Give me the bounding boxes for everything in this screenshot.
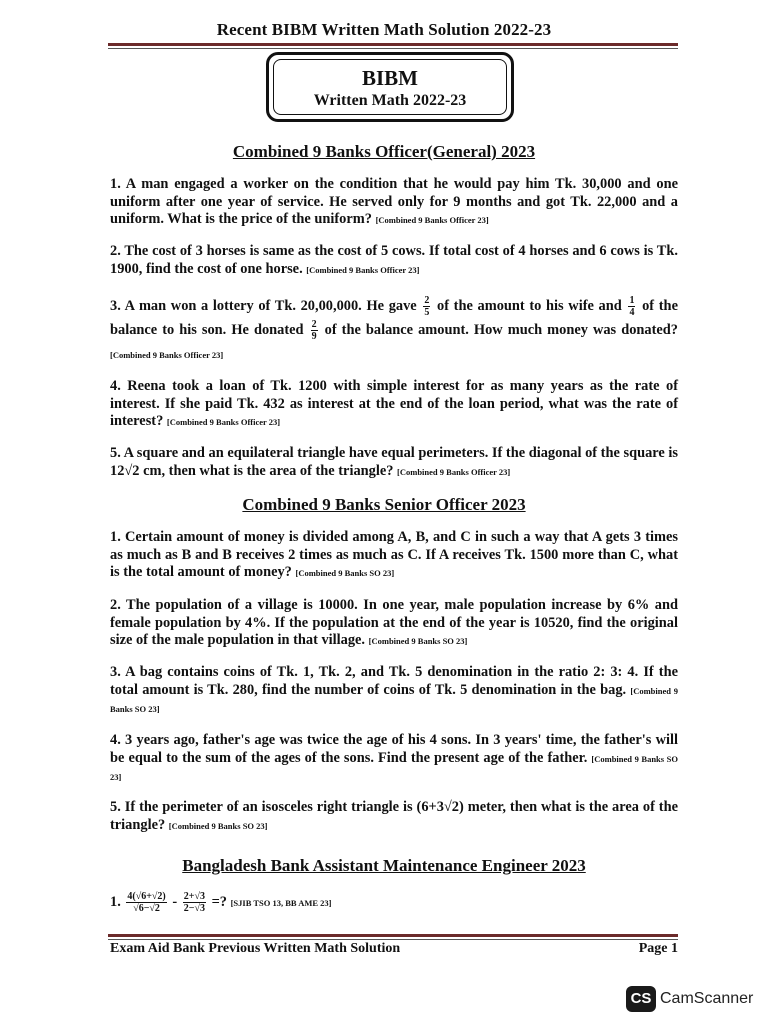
question-tag: [SJIB TSO 13, BB AME 23] [230,898,332,908]
question-item [110,529,678,583]
question-item [110,294,678,367]
header-rule [108,43,678,46]
question-item [110,176,678,230]
question-tag: [Combined 9 Banks Officer 23] [397,466,511,477]
fraction [311,319,318,342]
math-tail: =? [211,894,227,910]
fraction [126,891,166,914]
question-text: 5. If the perimeter of an isosceles right triangle is (6+3√2) meter, then what is the area of the triangle? [110,799,678,833]
fraction-numerator: 2 [311,319,317,331]
question-text: 4. 3 years ago, father's age was twice the age of his 4 sons. In 3 years' time, the father's will be equal to the sum of the ages of the sons. Find the present age of the father. [110,732,678,766]
question-item [110,243,678,279]
footer-rule [108,934,678,937]
title-box-inner [273,59,507,115]
fraction-denominator: 2−√3 [183,903,205,915]
question-text: 3. A bag contains coins of Tk. 1, Tk. 2, and Tk. 5 denomination in the ratio 2: 3: 4. If the total amount is Tk. 280, find the number of coins of Tk. 5 denomination in the bag. [110,664,678,698]
question-text: 2. The cost of 3 horses is same as the cost of 5 cows. If total cost of 4 horses and 6 cows is Tk. 1900, find the cost of one horse. [110,243,678,277]
section-heading-bb-ame: Bangladesh Bank Assistant Maintenance Engineer 2023 [182,856,586,875]
question-tag: [Combined 9 Banks Officer 23] [166,417,281,427]
header-rule-thin [108,48,678,49]
fraction-denominator: 5 [424,307,430,319]
math-operator: - [172,894,178,910]
question-tag: [Combined 9 Banks Officer 23] [110,350,224,361]
fraction [183,891,206,914]
question-text: 1. Certain amount of money is divided among A, B, and C in such a way that A gets 3 times as much as B and B receives 2 times as much as C. If A receives Tk. 1500 more than C, what is the total amount of money? [110,529,678,580]
page-number: Page 1 [638,941,678,956]
question-tag: [Combined 9 Banks SO 23] [168,820,268,831]
question-text: 4. Reena took a loan of Tk. 1200 with simple interest for as many years as the rate of interest. If she paid Tk. 432 as interest at the end of the loan period, what was the rate of interest? [110,378,678,429]
question-tag: [Combined 9 Banks SO 23] [295,568,395,578]
question-tag: [Combined 9 Banks Officer 23] [375,215,489,225]
title-box-line-1: BIBM [361,66,418,90]
question-text: of the balance to his son. He donated [110,298,678,339]
title-box-line-2: Written Math 2022-23 [313,92,467,109]
question-item [110,378,678,432]
fraction-numerator: 2 [424,295,430,307]
question-number: 1. [110,894,121,910]
question-item [110,799,678,835]
question-item [110,597,678,651]
fraction-denominator: √6−√2 [133,903,160,915]
section-heading-officer-general: Combined 9 Banks Officer(General) 2023 [232,142,536,161]
camscanner-logo-icon: CS [626,986,656,1012]
question-text: 5. A square and an equilateral triangle have equal perimeters. If the diagonal of the square is 12√2 cm, then what is the area of the triangle? [110,445,678,479]
question-text: of the amount to his wife and [437,298,622,314]
fraction [423,295,430,318]
question-item [110,890,678,915]
page-header-title: Recent BIBM Written Math Solution 2022-23 [216,20,552,39]
camscanner-watermark-text: CamScanner [660,990,754,1007]
title-box [266,52,514,122]
section-heading-senior-officer: Combined 9 Banks Senior Officer 2023 [242,495,526,514]
fraction-denominator: 9 [311,331,317,343]
footer-rule-thin [108,939,678,940]
question-tag: [Combined 9 Banks Officer 23] [306,264,420,275]
question-tag: [Combined 9 Banks SO 23] [368,636,468,646]
fraction-denominator: 4 [629,307,635,319]
question-text: 2. The population of a village is 10000. In one year, male population increase by 6% and female population by 4%. If the population at the end of the year is 10520, find the original size of the male population in that village. [110,597,678,648]
question-text: 1. A man engaged a worker on the condition that he would pay him Tk. 30,000 and one uniform after one year of service. He served only for 9 months and got Tk. 22,000 and a uniform. What is the price of the uniform? [110,176,678,227]
question-tag: [Combined 9 Banks SO 23] [110,753,679,782]
fraction-numerator: 4(√6+√2) [127,891,166,903]
question-item [110,664,678,719]
fraction-numerator: 1 [629,295,635,307]
question-text: of the balance amount. How much money was donated? [324,322,678,339]
fraction-numerator: 2+√3 [183,891,205,903]
fraction [628,295,635,318]
footer-left-text: Exam Aid Bank Previous Written Math Solution [110,941,401,956]
question-item [110,732,678,787]
question-item [110,445,678,481]
question-text: 3. A man won a lottery of Tk. 20,00,000. He gave [110,298,417,314]
question-tag: [Combined 9 Banks SO 23] [110,685,678,714]
